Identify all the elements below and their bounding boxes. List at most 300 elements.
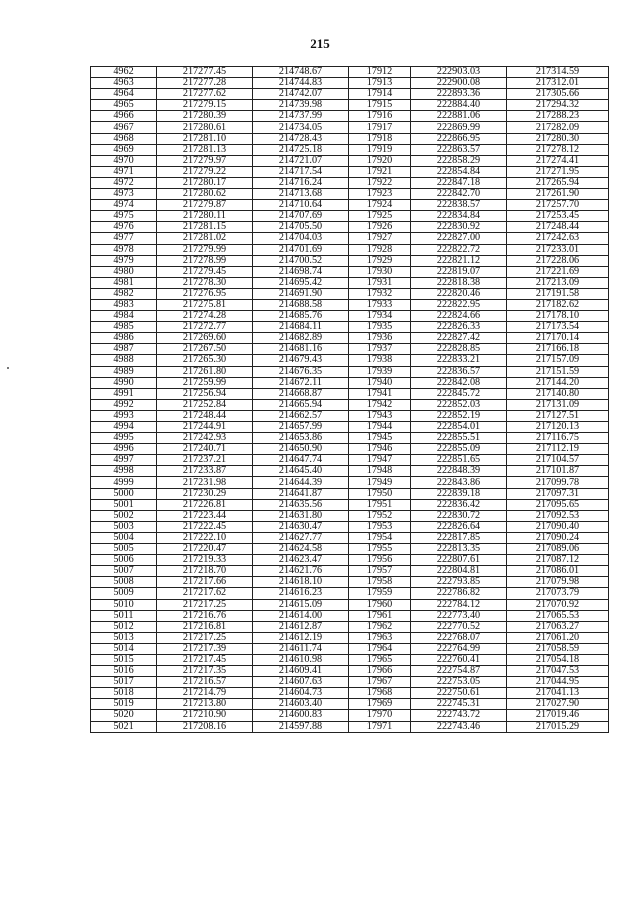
table-row (91, 477, 609, 488)
y-coordinate-left-cell: 214679.43 (253, 355, 349, 366)
point-number-left-cell: 5015 (91, 654, 157, 665)
point-number-left-cell: 4980 (91, 266, 157, 277)
x-coordinate-left-cell: 217222.10 (157, 532, 253, 543)
point-number-left-cell: 5007 (91, 566, 157, 577)
y-coordinate-left-cell: 214725.18 (253, 144, 349, 155)
y-coordinate-right-cell: 217253.45 (507, 211, 609, 222)
y-coordinate-right-cell: 217257.70 (507, 200, 609, 211)
table-row (91, 654, 609, 665)
table-row (91, 377, 609, 388)
x-coordinate-right-cell: 222786.82 (411, 588, 507, 599)
point-number-right-cell: 17929 (349, 255, 411, 266)
x-coordinate-left-cell: 217281.02 (157, 233, 253, 244)
point-number-left-cell: 5003 (91, 521, 157, 532)
point-number-left-cell: 5001 (91, 499, 157, 510)
point-number-right-cell: 17927 (349, 233, 411, 244)
table-row (91, 632, 609, 643)
x-coordinate-left-cell: 217277.28 (157, 78, 253, 89)
table-row (91, 133, 609, 144)
y-coordinate-right-cell: 217274.41 (507, 155, 609, 166)
x-coordinate-right-cell: 222830.92 (411, 222, 507, 233)
point-number-left-cell: 4997 (91, 455, 157, 466)
table-row (91, 699, 609, 710)
y-coordinate-left-cell: 214705.50 (253, 222, 349, 233)
x-coordinate-left-cell: 217217.25 (157, 632, 253, 643)
table-row (91, 677, 609, 688)
table-row (91, 78, 609, 89)
y-coordinate-left-cell: 214721.07 (253, 155, 349, 166)
y-coordinate-right-cell: 217054.18 (507, 654, 609, 665)
point-number-right-cell: 17951 (349, 499, 411, 510)
y-coordinate-left-cell: 214603.40 (253, 699, 349, 710)
x-coordinate-left-cell: 217278.99 (157, 255, 253, 266)
y-coordinate-left-cell: 214713.68 (253, 189, 349, 200)
y-coordinate-right-cell: 217090.40 (507, 521, 609, 532)
point-number-left-cell: 4988 (91, 355, 157, 366)
point-number-right-cell: 17918 (349, 133, 411, 144)
y-coordinate-right-cell: 217314.59 (507, 67, 609, 78)
y-coordinate-right-cell: 217027.90 (507, 699, 609, 710)
point-number-left-cell: 5012 (91, 621, 157, 632)
y-coordinate-left-cell: 214616.23 (253, 588, 349, 599)
point-number-left-cell: 5010 (91, 599, 157, 610)
x-coordinate-right-cell: 222820.46 (411, 288, 507, 299)
y-coordinate-left-cell: 214597.88 (253, 721, 349, 732)
coordinates-table (90, 66, 609, 733)
point-number-left-cell: 4963 (91, 78, 157, 89)
point-number-right-cell: 17964 (349, 643, 411, 654)
table-row (91, 488, 609, 499)
table-row (91, 410, 609, 421)
point-number-left-cell: 4966 (91, 111, 157, 122)
point-number-right-cell: 17920 (349, 155, 411, 166)
x-coordinate-right-cell: 222793.85 (411, 577, 507, 588)
x-coordinate-right-cell: 222881.06 (411, 111, 507, 122)
table-row (91, 89, 609, 100)
x-coordinate-right-cell: 222750.61 (411, 688, 507, 699)
x-coordinate-left-cell: 217252.84 (157, 399, 253, 410)
y-coordinate-left-cell: 214710.64 (253, 200, 349, 211)
y-coordinate-left-cell: 214684.11 (253, 322, 349, 333)
y-coordinate-right-cell: 217288.23 (507, 111, 609, 122)
y-coordinate-left-cell: 214609.41 (253, 666, 349, 677)
y-coordinate-left-cell: 214618.10 (253, 577, 349, 588)
point-number-left-cell: 5008 (91, 577, 157, 588)
point-number-left-cell: 4987 (91, 344, 157, 355)
x-coordinate-left-cell: 217279.97 (157, 155, 253, 166)
point-number-left-cell: 5011 (91, 610, 157, 621)
point-number-left-cell: 4990 (91, 377, 157, 388)
y-coordinate-right-cell: 217086.01 (507, 566, 609, 577)
y-coordinate-right-cell: 217092.53 (507, 510, 609, 521)
point-number-right-cell: 17919 (349, 144, 411, 155)
x-coordinate-right-cell: 222855.09 (411, 444, 507, 455)
x-coordinate-left-cell: 217277.45 (157, 67, 253, 78)
y-coordinate-right-cell: 217112.19 (507, 444, 609, 455)
point-number-right-cell: 17957 (349, 566, 411, 577)
x-coordinate-right-cell: 222842.08 (411, 377, 507, 388)
point-number-left-cell: 4975 (91, 211, 157, 222)
x-coordinate-right-cell: 222743.46 (411, 721, 507, 732)
x-coordinate-right-cell: 222821.12 (411, 255, 507, 266)
x-coordinate-left-cell: 217216.57 (157, 677, 253, 688)
table-row (91, 566, 609, 577)
x-coordinate-right-cell: 222843.86 (411, 477, 507, 488)
table-row (91, 100, 609, 111)
point-number-left-cell: 4979 (91, 255, 157, 266)
table-row (91, 399, 609, 410)
table-row (91, 532, 609, 543)
x-coordinate-left-cell: 217280.39 (157, 111, 253, 122)
point-number-right-cell: 17946 (349, 444, 411, 455)
x-coordinate-left-cell: 217220.47 (157, 544, 253, 555)
point-number-right-cell: 17949 (349, 477, 411, 488)
x-coordinate-right-cell: 222822.72 (411, 244, 507, 255)
x-coordinate-right-cell: 222760.41 (411, 654, 507, 665)
point-number-left-cell: 5018 (91, 688, 157, 699)
table-row (91, 610, 609, 621)
y-coordinate-right-cell: 217173.54 (507, 322, 609, 333)
point-number-right-cell: 17930 (349, 266, 411, 277)
point-number-left-cell: 4998 (91, 466, 157, 477)
table-row (91, 388, 609, 399)
x-coordinate-left-cell: 217242.93 (157, 433, 253, 444)
point-number-right-cell: 17926 (349, 222, 411, 233)
y-coordinate-left-cell: 214644.39 (253, 477, 349, 488)
point-number-right-cell: 17966 (349, 666, 411, 677)
x-coordinate-left-cell: 217230.29 (157, 488, 253, 499)
y-coordinate-left-cell: 214631.80 (253, 510, 349, 521)
y-coordinate-left-cell: 214681.16 (253, 344, 349, 355)
x-coordinate-left-cell: 217276.95 (157, 288, 253, 299)
point-number-left-cell: 4995 (91, 433, 157, 444)
x-coordinate-left-cell: 217279.45 (157, 266, 253, 277)
point-number-right-cell: 17944 (349, 422, 411, 433)
table-row (91, 666, 609, 677)
y-coordinate-right-cell: 217087.12 (507, 555, 609, 566)
point-number-left-cell: 5014 (91, 643, 157, 654)
x-coordinate-left-cell: 217240.71 (157, 444, 253, 455)
table-row (91, 466, 609, 477)
y-coordinate-right-cell: 217312.01 (507, 78, 609, 89)
x-coordinate-left-cell: 217256.94 (157, 388, 253, 399)
table-row (91, 277, 609, 288)
x-coordinate-left-cell: 217279.99 (157, 244, 253, 255)
y-coordinate-left-cell: 214695.42 (253, 277, 349, 288)
point-number-left-cell: 4964 (91, 89, 157, 100)
y-coordinate-left-cell: 214624.58 (253, 544, 349, 555)
y-coordinate-left-cell: 214748.67 (253, 67, 349, 78)
y-coordinate-right-cell: 217044.95 (507, 677, 609, 688)
x-coordinate-right-cell: 222848.39 (411, 466, 507, 477)
point-number-left-cell: 5004 (91, 532, 157, 543)
y-coordinate-left-cell: 214739.98 (253, 100, 349, 111)
y-coordinate-left-cell: 214682.89 (253, 333, 349, 344)
table-row (91, 455, 609, 466)
point-number-left-cell: 5016 (91, 666, 157, 677)
point-number-right-cell: 17923 (349, 189, 411, 200)
point-number-right-cell: 17959 (349, 588, 411, 599)
table-row (91, 333, 609, 344)
x-coordinate-right-cell: 222826.33 (411, 322, 507, 333)
x-coordinate-left-cell: 217217.66 (157, 577, 253, 588)
table-row (91, 266, 609, 277)
y-coordinate-left-cell: 214700.52 (253, 255, 349, 266)
x-coordinate-left-cell: 217237.21 (157, 455, 253, 466)
x-coordinate-left-cell: 217267.50 (157, 344, 253, 355)
point-number-left-cell: 4989 (91, 366, 157, 377)
point-number-left-cell: 4968 (91, 133, 157, 144)
x-coordinate-right-cell: 222813.35 (411, 544, 507, 555)
x-coordinate-right-cell: 222818.38 (411, 277, 507, 288)
x-coordinate-right-cell: 222804.81 (411, 566, 507, 577)
point-number-left-cell: 4972 (91, 177, 157, 188)
y-coordinate-left-cell: 214627.77 (253, 532, 349, 543)
page-number: 215 (310, 36, 330, 51)
y-coordinate-right-cell: 217157.09 (507, 355, 609, 366)
y-coordinate-right-cell: 217271.95 (507, 166, 609, 177)
y-coordinate-right-cell: 217242.63 (507, 233, 609, 244)
y-coordinate-left-cell: 214615.09 (253, 599, 349, 610)
y-coordinate-right-cell: 217305.66 (507, 89, 609, 100)
x-coordinate-right-cell: 222754.87 (411, 666, 507, 677)
point-number-left-cell: 4970 (91, 155, 157, 166)
x-coordinate-right-cell: 222855.51 (411, 433, 507, 444)
y-coordinate-left-cell: 214737.99 (253, 111, 349, 122)
x-coordinate-right-cell: 222903.03 (411, 67, 507, 78)
x-coordinate-right-cell: 222830.72 (411, 510, 507, 521)
table-row (91, 499, 609, 510)
y-coordinate-left-cell: 214744.83 (253, 78, 349, 89)
y-coordinate-left-cell: 214630.47 (253, 521, 349, 532)
y-coordinate-left-cell: 214653.86 (253, 433, 349, 444)
point-number-left-cell: 4985 (91, 322, 157, 333)
point-number-right-cell: 17958 (349, 577, 411, 588)
table-row (91, 366, 609, 377)
y-coordinate-left-cell: 214647.74 (253, 455, 349, 466)
y-coordinate-right-cell: 217178.10 (507, 311, 609, 322)
table-row (91, 544, 609, 555)
point-number-right-cell: 17967 (349, 677, 411, 688)
coordinates-table-body (91, 67, 609, 733)
table-row (91, 510, 609, 521)
point-number-right-cell: 17934 (349, 311, 411, 322)
point-number-right-cell: 17950 (349, 488, 411, 499)
y-coordinate-left-cell: 214742.07 (253, 89, 349, 100)
point-number-right-cell: 17937 (349, 344, 411, 355)
point-number-right-cell: 17912 (349, 67, 411, 78)
point-number-right-cell: 17947 (349, 455, 411, 466)
table-row (91, 688, 609, 699)
y-coordinate-right-cell: 217090.24 (507, 532, 609, 543)
table-row (91, 122, 609, 133)
x-coordinate-left-cell: 217216.76 (157, 610, 253, 621)
y-coordinate-left-cell: 214621.76 (253, 566, 349, 577)
x-coordinate-left-cell: 217280.62 (157, 189, 253, 200)
table-row (91, 422, 609, 433)
x-coordinate-right-cell: 222770.52 (411, 621, 507, 632)
point-number-left-cell: 5005 (91, 544, 157, 555)
point-number-left-cell: 5020 (91, 710, 157, 721)
point-number-left-cell: 4991 (91, 388, 157, 399)
point-number-left-cell: 5021 (91, 721, 157, 732)
y-coordinate-left-cell: 214668.87 (253, 388, 349, 399)
table-row (91, 244, 609, 255)
point-number-right-cell: 17965 (349, 654, 411, 665)
x-coordinate-left-cell: 217213.80 (157, 699, 253, 710)
x-coordinate-right-cell: 222834.84 (411, 211, 507, 222)
point-number-left-cell: 4983 (91, 299, 157, 310)
point-number-right-cell: 17970 (349, 710, 411, 721)
x-coordinate-left-cell: 217208.16 (157, 721, 253, 732)
y-coordinate-right-cell: 217058.59 (507, 643, 609, 654)
point-number-right-cell: 17932 (349, 288, 411, 299)
y-coordinate-left-cell: 214698.74 (253, 266, 349, 277)
y-coordinate-left-cell: 214717.54 (253, 166, 349, 177)
point-number-left-cell: 4986 (91, 333, 157, 344)
x-coordinate-right-cell: 222764.99 (411, 643, 507, 654)
x-coordinate-left-cell: 217214.79 (157, 688, 253, 699)
y-coordinate-right-cell: 217063.27 (507, 621, 609, 632)
point-number-left-cell: 4981 (91, 277, 157, 288)
x-coordinate-right-cell: 222842.70 (411, 189, 507, 200)
y-coordinate-right-cell: 217089.06 (507, 544, 609, 555)
x-coordinate-right-cell: 222845.72 (411, 388, 507, 399)
table-row (91, 200, 609, 211)
x-coordinate-left-cell: 217281.13 (157, 144, 253, 155)
point-number-right-cell: 17940 (349, 377, 411, 388)
y-coordinate-right-cell: 217041.13 (507, 688, 609, 699)
table-row (91, 322, 609, 333)
y-coordinate-right-cell: 217127.51 (507, 410, 609, 421)
x-coordinate-left-cell: 217275.81 (157, 299, 253, 310)
y-coordinate-right-cell: 217097.31 (507, 488, 609, 499)
y-coordinate-left-cell: 214676.35 (253, 366, 349, 377)
x-coordinate-right-cell: 222745.31 (411, 699, 507, 710)
x-coordinate-left-cell: 217278.30 (157, 277, 253, 288)
x-coordinate-right-cell: 222854.84 (411, 166, 507, 177)
y-coordinate-left-cell: 214734.05 (253, 122, 349, 133)
y-coordinate-left-cell: 214614.00 (253, 610, 349, 621)
table-row (91, 344, 609, 355)
point-number-right-cell: 17971 (349, 721, 411, 732)
point-number-right-cell: 17935 (349, 322, 411, 333)
y-coordinate-left-cell: 214612.19 (253, 632, 349, 643)
y-coordinate-right-cell: 217265.94 (507, 177, 609, 188)
y-coordinate-right-cell: 217065.53 (507, 610, 609, 621)
x-coordinate-right-cell: 222836.57 (411, 366, 507, 377)
point-number-right-cell: 17928 (349, 244, 411, 255)
y-coordinate-left-cell: 214611.74 (253, 643, 349, 654)
x-coordinate-right-cell: 222838.57 (411, 200, 507, 211)
y-coordinate-right-cell: 217294.32 (507, 100, 609, 111)
x-coordinate-right-cell: 222824.66 (411, 311, 507, 322)
x-coordinate-right-cell: 222893.36 (411, 89, 507, 100)
point-number-right-cell: 17945 (349, 433, 411, 444)
y-coordinate-left-cell: 214672.11 (253, 377, 349, 388)
point-number-right-cell: 17931 (349, 277, 411, 288)
table-row (91, 189, 609, 200)
point-number-right-cell: 17921 (349, 166, 411, 177)
table-row (91, 444, 609, 455)
point-number-right-cell: 17933 (349, 299, 411, 310)
x-coordinate-left-cell: 217279.15 (157, 100, 253, 111)
point-number-right-cell: 17936 (349, 333, 411, 344)
point-number-left-cell: 5019 (91, 699, 157, 710)
y-coordinate-left-cell: 214685.76 (253, 311, 349, 322)
point-number-left-cell: 4992 (91, 399, 157, 410)
point-number-right-cell: 17922 (349, 177, 411, 188)
x-coordinate-right-cell: 222851.65 (411, 455, 507, 466)
y-coordinate-right-cell: 217221.69 (507, 266, 609, 277)
y-coordinate-right-cell: 217228.06 (507, 255, 609, 266)
y-coordinate-right-cell: 217191.58 (507, 288, 609, 299)
y-coordinate-right-cell: 217104.57 (507, 455, 609, 466)
x-coordinate-right-cell: 222852.19 (411, 410, 507, 421)
y-coordinate-left-cell: 214600.83 (253, 710, 349, 721)
y-coordinate-right-cell: 217120.13 (507, 422, 609, 433)
point-number-right-cell: 17955 (349, 544, 411, 555)
y-coordinate-right-cell: 217151.59 (507, 366, 609, 377)
y-coordinate-right-cell: 217170.14 (507, 333, 609, 344)
x-coordinate-right-cell: 222900.08 (411, 78, 507, 89)
point-number-right-cell: 17968 (349, 688, 411, 699)
point-number-left-cell: 4974 (91, 200, 157, 211)
x-coordinate-right-cell: 222773.40 (411, 610, 507, 621)
point-number-right-cell: 17938 (349, 355, 411, 366)
table-row (91, 710, 609, 721)
y-coordinate-left-cell: 214691.90 (253, 288, 349, 299)
x-coordinate-right-cell: 222884.40 (411, 100, 507, 111)
y-coordinate-left-cell: 214635.56 (253, 499, 349, 510)
table-row (91, 177, 609, 188)
x-coordinate-left-cell: 217223.44 (157, 510, 253, 521)
x-coordinate-left-cell: 217280.17 (157, 177, 253, 188)
x-coordinate-left-cell: 217277.62 (157, 89, 253, 100)
point-number-right-cell: 17943 (349, 410, 411, 421)
point-number-right-cell: 17941 (349, 388, 411, 399)
table-row (91, 577, 609, 588)
x-coordinate-right-cell: 222743.72 (411, 710, 507, 721)
point-number-left-cell: 4999 (91, 477, 157, 488)
point-number-right-cell: 17924 (349, 200, 411, 211)
scan-speck (7, 367, 9, 369)
y-coordinate-right-cell: 217047.53 (507, 666, 609, 677)
y-coordinate-right-cell: 217101.87 (507, 466, 609, 477)
x-coordinate-left-cell: 217217.39 (157, 643, 253, 654)
table-row (91, 155, 609, 166)
x-coordinate-left-cell: 217222.45 (157, 521, 253, 532)
point-number-left-cell: 4982 (91, 288, 157, 299)
x-coordinate-right-cell: 222852.03 (411, 399, 507, 410)
y-coordinate-left-cell: 214623.47 (253, 555, 349, 566)
point-number-left-cell: 5017 (91, 677, 157, 688)
x-coordinate-left-cell: 217281.10 (157, 133, 253, 144)
table-row (91, 721, 609, 732)
x-coordinate-left-cell: 217265.30 (157, 355, 253, 366)
point-number-left-cell: 5006 (91, 555, 157, 566)
y-coordinate-right-cell: 217116.75 (507, 433, 609, 444)
y-coordinate-right-cell: 217261.90 (507, 189, 609, 200)
y-coordinate-left-cell: 214657.99 (253, 422, 349, 433)
table-row (91, 355, 609, 366)
x-coordinate-left-cell: 217248.44 (157, 410, 253, 421)
x-coordinate-right-cell: 222854.01 (411, 422, 507, 433)
point-number-left-cell: 4973 (91, 189, 157, 200)
y-coordinate-left-cell: 214665.94 (253, 399, 349, 410)
x-coordinate-left-cell: 217244.91 (157, 422, 253, 433)
point-number-left-cell: 5009 (91, 588, 157, 599)
